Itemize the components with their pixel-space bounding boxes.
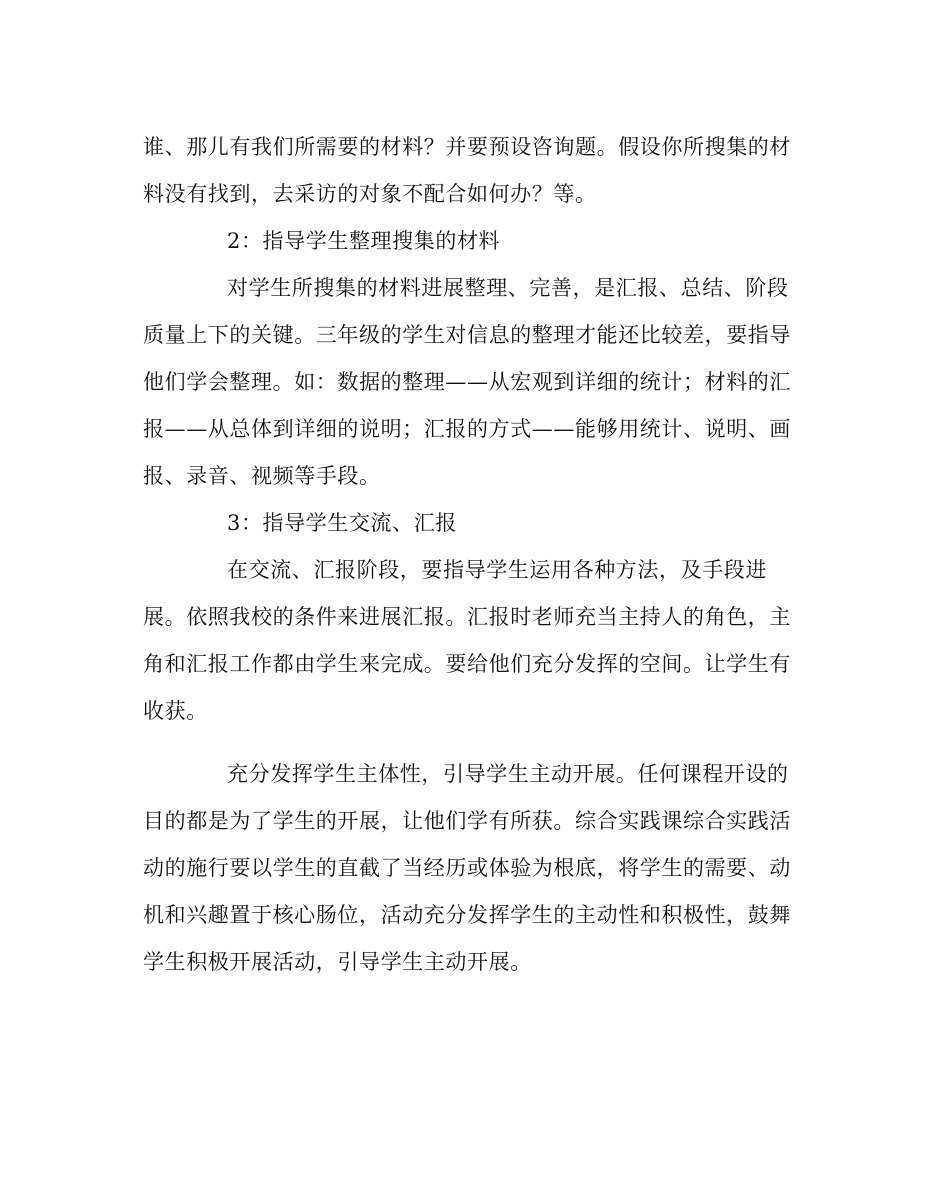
body-line-14: 充分发挥学生主体性，引导学生主动开展。任何课程开设的 (227, 762, 789, 786)
body-line-5: 质量上下的关键。三年级的学生对信息的整理才能还比较差，要指导 (143, 323, 791, 347)
body-line-1: 谁、那儿有我们所需要的材料？并要预设咨询题。假设你所搜集的材 (143, 135, 791, 159)
body-line-12: 角和汇报工作都由学生来完成。要给他们充分发挥的空间。让学生有 (143, 652, 791, 676)
body-line-15: 目的都是为了学生的开展，让他们学有所获。综合实践课综合实践活 (143, 809, 791, 833)
body-line-16: 动的施行要以学生的直截了当经历或体验为根底，将学生的需要、动 (143, 856, 791, 880)
body-line-10: 在交流、汇报阶段，要指导学生运用各种方法，及手段进 (227, 558, 767, 582)
body-line-7: 报——从总体到详细的说明；汇报的方式——能够用统计、说明、画 (143, 417, 791, 441)
body-line-18: 学生积极开展活动，引导学生主动开展。 (143, 950, 532, 974)
document-body (143, 124, 808, 986)
body-line-4: 对学生所搜集的材料进展整理、完善，是汇报、总结、阶段 (227, 276, 789, 300)
body-line-11: 展。依照我校的条件来进展汇报。汇报时老师充当主持人的角色，主 (143, 605, 791, 629)
body-line-2: 料没有找到，去采访的对象不配合如何办？等。 (143, 182, 597, 206)
section-heading-2: 2：指导学生整理搜集的材料 (227, 229, 501, 253)
body-line-6: 他们学会整理。如：数据的整理——从宏观到详细的统计；材料的汇 (143, 370, 791, 394)
section-heading-3: 3：指导学生交流、汇报 (227, 511, 457, 535)
body-line-17: 机和兴趣置于核心肠位，活动充分发挥学生的主动性和积极性，鼓舞 (143, 903, 791, 927)
body-line-8: 报、录音、视频等手段。 (143, 464, 381, 488)
body-line-13: 收获。 (143, 699, 208, 723)
